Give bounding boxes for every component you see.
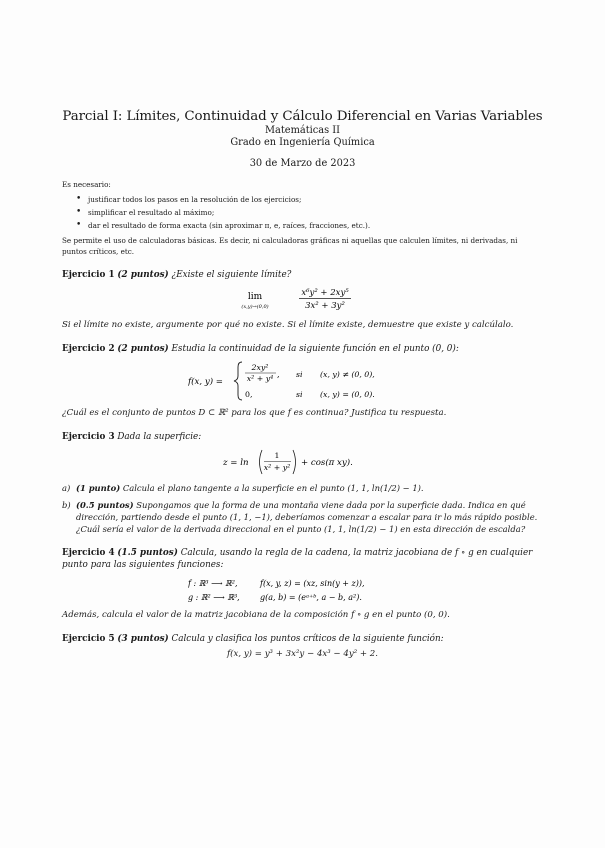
exercise-2-formula xyxy=(62,359,543,403)
exam-title: Parcial I: Límites, Continuidad y Cálculo Diferencial en Varias Variables xyxy=(62,109,543,124)
exercise-1-followup: Si el límite no existe, argumente por qué no existe. Si el límite existe, demuestre que existe y calcúlalo. xyxy=(62,320,514,330)
instruction-item: • justificar todos los pasos en la resolución de los ejercicios; xyxy=(88,193,543,206)
calculator-note: Se permite el uso de calculadoras básicas. Es decir, ni calculadoras gráficas ni aquellas que calculen límites, ni derivadas, ni puntos críticos, etc. xyxy=(62,236,518,256)
lim-symbol: lim xyxy=(247,292,262,302)
exercise-3b-label: b) xyxy=(62,500,71,510)
exercise-1-label: Ejercicio 1 xyxy=(62,270,115,280)
exam-date: 30 de Marzo de 2023 xyxy=(249,158,356,169)
exercise-2-prompt: Estudia la continuidad de la siguiente función en el punto (0, 0): xyxy=(171,344,459,354)
surface-numerator: 1 xyxy=(274,451,279,460)
critical-points-function: f(x, y) = y³ + 3x²y − 4x³ − 4y² + 2. xyxy=(226,649,378,659)
exercise-1-points: (2 puntos) xyxy=(117,270,169,280)
exercise-3-prompt: Dada la superficie: xyxy=(117,432,202,442)
exercise-3b-points: (0.5 puntos) xyxy=(76,500,134,510)
exercise-2-header xyxy=(62,343,543,355)
exercise-4-followup: Además, calcula el valor de la matriz jacobiana de la composición f ∘ g en el punto (0, 0). xyxy=(62,610,450,620)
case1-si: si xyxy=(295,370,302,379)
left-brace xyxy=(234,362,242,400)
degree-name: Grado en Ingeniería Química xyxy=(230,137,375,148)
exercise-3a-points: (1 punto) xyxy=(76,483,121,493)
exercise-3-formula xyxy=(62,447,543,477)
svg-text:,: , xyxy=(276,370,280,379)
case1-condition: (x, y) ≠ (0, 0), xyxy=(319,370,375,379)
surface-lhs: z = ln xyxy=(222,458,248,468)
exercise-3a-text: Calcula el plano tangente a la superficie en el punto (1, 1, ln(1/2) − 1). xyxy=(122,483,424,493)
instructions-list xyxy=(62,193,543,232)
course-name: Matemáticas II xyxy=(264,125,341,136)
instruction-item: • dar el resultado de forma exacta (sin aproximar π, e, raíces, fracciones, etc.). xyxy=(88,219,543,232)
exercise-5-label: Ejercicio 5 xyxy=(62,634,115,644)
case1-numerator: 2xy² xyxy=(251,363,268,372)
case2-si: si xyxy=(295,390,302,399)
instruction-item: • simplificar el resultado al máximo; xyxy=(88,206,543,219)
g-mapping: g : ℝ² ⟶ ℝ³, xyxy=(187,593,240,602)
exercise-3b-text: Supongamos que la forma de una montaña viene dada por la superficie dada. Indica en qué dirección, partiendo desde el punto (1, 1, −1), deberíamos comenzar a escalar para ir lo más rápido posible. ¿Cuál sería el valor de la derivada direccional en el punto (1, 1, ln(1/2) − 1) en esta dirección de escalda? xyxy=(76,500,538,534)
exercise-3a xyxy=(62,482,543,494)
fraction-denominator: 3x² + 3y² xyxy=(304,301,345,311)
case2-value: 0, xyxy=(244,390,252,399)
exercise-1-prompt: ¿Existe el siguiente límite? xyxy=(171,270,292,280)
exercise-3b xyxy=(62,499,543,535)
exercise-2-followup: ¿Cuál es el conjunto de puntos D ⊂ ℝ² para los que f es continua? Justifica tu respuesta. xyxy=(62,408,447,418)
right-paren xyxy=(293,450,296,474)
lim-subscript: (x,y)→(0,0) xyxy=(240,304,269,310)
case1-denominator: x² + y⁴ xyxy=(246,374,273,383)
exercise-5-prompt: Calcula y clasifica los puntos críticos de la siguiente función: xyxy=(171,634,444,644)
fraction-numerator: x⁶y² + 2xy⁵ xyxy=(300,288,349,298)
exercise-2-points: (2 puntos) xyxy=(117,344,169,354)
f-definition: f(x, y, z) = (xz, sin(y + z)), xyxy=(259,579,365,588)
left-paren xyxy=(259,450,262,474)
g-definition: g(a, b) = (eᵃ⁺ᵇ, a − b, a²). xyxy=(259,593,362,602)
exercise-4-prompt: Calcula, usando la regla de la cadena, la matriz jacobiana de f ∘ g en cualquier punto para las siguientes funciones: xyxy=(62,548,533,570)
exercise-3-header xyxy=(62,431,543,443)
exercise-2-label: Ejercicio 2 xyxy=(62,344,115,354)
exercise-4-points: (1.5 puntos) xyxy=(117,548,178,558)
exercise-5-formula xyxy=(62,649,543,659)
exercise-3-label: Ejercicio 3 xyxy=(62,432,115,442)
exercise-4-formula xyxy=(62,575,543,605)
exercise-4-label: Ejercicio 4 xyxy=(62,548,115,558)
case2-condition: (x, y) = (0, 0). xyxy=(319,390,375,399)
exercise-5-points: (3 puntos) xyxy=(117,634,169,644)
instructions-intro: Es necesario: xyxy=(62,180,111,189)
surface-rhs: + cos(π xy). xyxy=(300,458,353,468)
surface-denominator: x² + y² xyxy=(263,463,290,472)
exercise-3a-label: a) xyxy=(62,483,71,493)
exercise-1-formula xyxy=(62,285,543,315)
exercise-1-header xyxy=(62,269,543,281)
exercise-5-header xyxy=(62,633,543,645)
f-mapping: f : ℝ³ ⟶ ℝ², xyxy=(187,579,238,588)
piecewise-lhs: f(x, y) = xyxy=(187,377,223,387)
exercise-4-header xyxy=(62,547,543,571)
